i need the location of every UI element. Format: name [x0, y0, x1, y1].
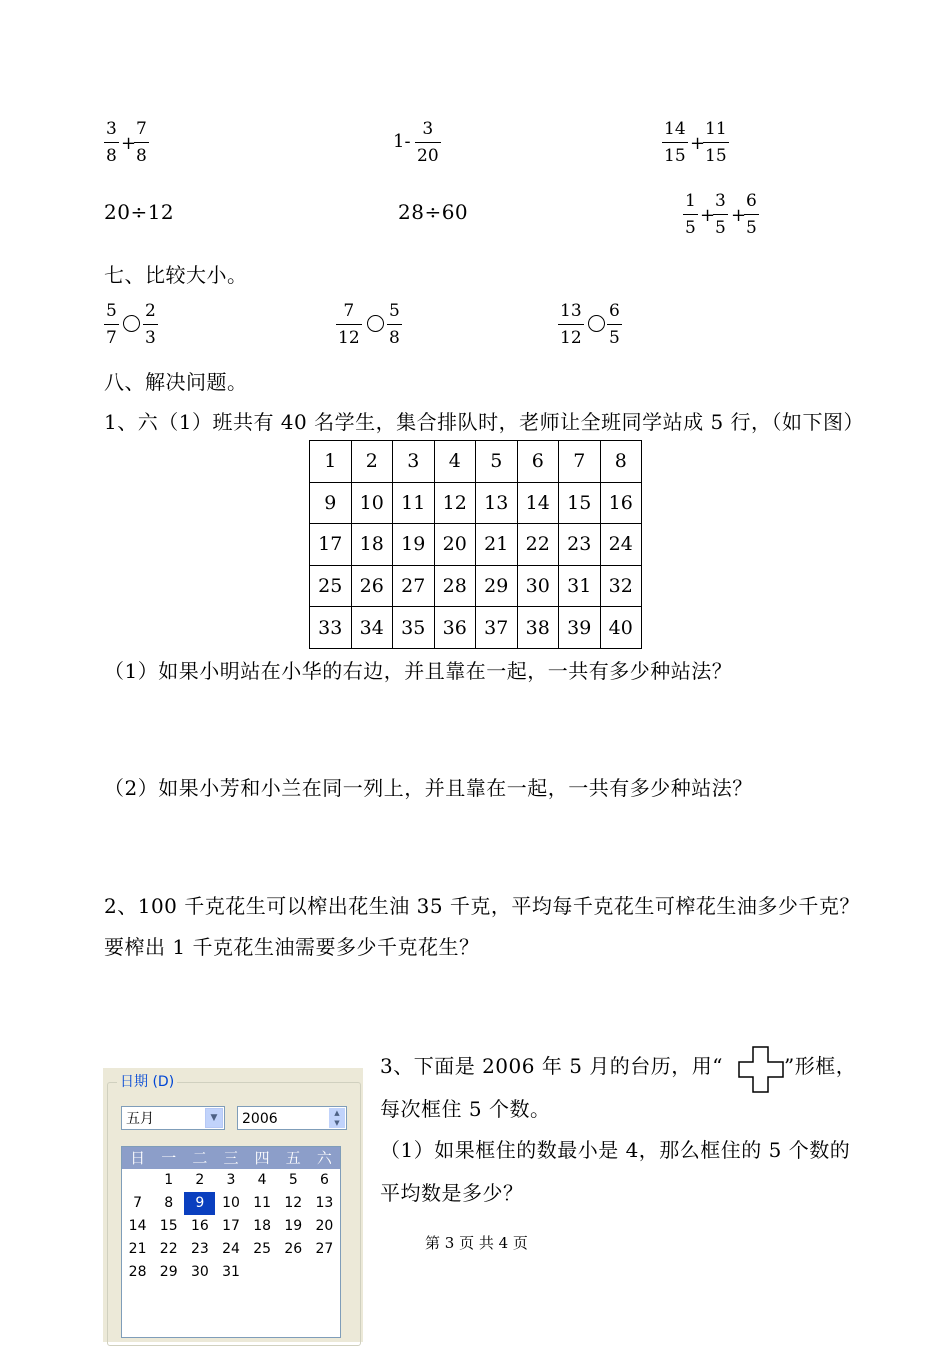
exercise-5: 28÷60 — [398, 200, 469, 224]
numerator: 6 — [609, 301, 620, 321]
fraction — [703, 120, 729, 166]
calendar-day[interactable]: 20 — [315, 1218, 334, 1234]
weekday-header — [122, 1147, 340, 1169]
question-2-line-1: 2、100 千克花生可以榨出花生油 35 千克，平均每千克花生可榨花生油多少千克？ — [104, 894, 860, 918]
calendar-day[interactable]: 1 — [164, 1172, 174, 1188]
fraction — [744, 192, 759, 238]
calendar-day[interactable]: 23 — [190, 1241, 209, 1257]
numerator: 3 — [106, 119, 117, 139]
question-3-part-1-cont: 平均数是多少？ — [380, 1181, 524, 1205]
denominator: 15 — [705, 146, 727, 166]
question-3-part-1: （1）如果框住的数最小是 4，那么框住的 5 个数的 — [380, 1138, 851, 1162]
question-1: 1、六（1）班共有 40 名学生，集合排队时，老师让全班同学站成 5 行，（如下图） — [104, 410, 865, 434]
grid-cell: 21 — [476, 524, 518, 566]
calendar-day[interactable]: 22 — [159, 1241, 178, 1257]
denominator: 15 — [664, 146, 686, 166]
grid-cell: 26 — [351, 565, 393, 607]
fraction — [143, 302, 158, 348]
operator: + — [700, 205, 716, 226]
grid-cell: 8 — [600, 441, 642, 483]
grid-cell: 1 — [310, 441, 352, 483]
fraction — [134, 120, 149, 166]
grid-cell: 18 — [351, 524, 393, 566]
weekday-label: 日 — [130, 1149, 146, 1167]
numerator: 7 — [343, 301, 355, 321]
spin-up-icon[interactable]: ▲ — [329, 1108, 345, 1118]
grid-cell: 14 — [517, 482, 559, 524]
grid-cell: 12 — [434, 482, 476, 524]
numerator: 7 — [136, 119, 147, 139]
operator: + — [690, 133, 706, 154]
grid-row — [310, 565, 642, 607]
calendar-week — [122, 1192, 340, 1215]
weekday-label: 四 — [254, 1149, 270, 1167]
fraction — [683, 192, 698, 238]
calendar-day[interactable]: 19 — [284, 1218, 303, 1234]
grid-row — [310, 524, 642, 566]
calendar-day[interactable]: 11 — [253, 1195, 272, 1211]
grid-cell: 31 — [559, 565, 601, 607]
fraction — [104, 120, 119, 166]
calendar-week — [122, 1169, 340, 1192]
calendar-day[interactable]: 15 — [159, 1218, 178, 1234]
denominator: 7 — [106, 328, 117, 348]
grid-cell: 32 — [600, 565, 642, 607]
grid-cell: 37 — [476, 607, 518, 649]
denominator: 20 — [417, 146, 439, 166]
numerator: 1 — [685, 191, 696, 211]
calendar-day[interactable]: 10 — [222, 1195, 240, 1211]
fraction — [336, 302, 362, 348]
calendar-day[interactable]: 13 — [315, 1195, 334, 1211]
calendar-day[interactable]: 27 — [315, 1241, 334, 1257]
grid-cell: 3 — [393, 441, 435, 483]
cross-frame-icon — [738, 1046, 784, 1094]
question-2-line-2: 要榨出 1 千克花生油需要多少千克花生？ — [104, 935, 480, 959]
calendar-day[interactable]: 12 — [284, 1195, 303, 1211]
grid-cell: 33 — [310, 607, 352, 649]
month-select[interactable] — [121, 1106, 225, 1130]
calendar-day[interactable]: 16 — [190, 1218, 209, 1234]
fraction — [607, 302, 622, 348]
operator: + — [731, 205, 747, 226]
weekday-label: 六 — [316, 1149, 332, 1167]
grid-cell: 5 — [476, 441, 518, 483]
denominator: 3 — [145, 328, 156, 348]
calendar-day[interactable]: 8 — [164, 1195, 174, 1211]
calendar-day[interactable]: 18 — [253, 1218, 272, 1234]
grid-cell: 29 — [476, 565, 518, 607]
calendar-day[interactable]: 7 — [133, 1195, 143, 1211]
date-picker — [103, 1068, 363, 1342]
calendar-day[interactable]: 31 — [222, 1264, 240, 1280]
denominator: 5 — [609, 328, 620, 348]
grid-cell: 2 — [351, 441, 393, 483]
fraction — [558, 302, 584, 348]
denominator: 8 — [106, 146, 117, 166]
grid-cell: 25 — [310, 565, 352, 607]
question-3-line-2: 每次框住 5 个数。 — [380, 1097, 551, 1121]
fraction — [415, 120, 441, 166]
grid-cell: 11 — [393, 482, 435, 524]
calendar-week — [122, 1215, 340, 1238]
grid-cell: 7 — [559, 441, 601, 483]
date-legend: 日期 (D) — [117, 1071, 177, 1091]
operator: + — [121, 133, 137, 154]
grid-cell: 35 — [393, 607, 435, 649]
grid-row — [310, 607, 642, 649]
year-spinner[interactable] — [237, 1106, 347, 1130]
grid-row — [310, 482, 642, 524]
grid-cell: 17 — [310, 524, 352, 566]
section-8-title: 八、解决问题。 — [104, 370, 248, 394]
numerator: 5 — [389, 301, 400, 321]
calendar-day[interactable]: 25 — [253, 1241, 272, 1257]
month-value: 五月 — [126, 1111, 154, 1127]
question-3-line-1-end: ”形框， — [784, 1054, 857, 1078]
grid-cell: 6 — [517, 441, 559, 483]
grid-cell: 24 — [600, 524, 642, 566]
grid-cell: 9 — [310, 482, 352, 524]
numerator: 5 — [106, 301, 117, 321]
section-7-title: 七、比较大小。 — [104, 263, 248, 287]
fraction — [387, 302, 402, 348]
grid-cell: 20 — [434, 524, 476, 566]
grid-cell: 22 — [517, 524, 559, 566]
numerator: 3 — [715, 191, 726, 211]
grid-cell: 38 — [517, 607, 559, 649]
calendar-day[interactable]: 14 — [128, 1218, 147, 1234]
calendar-day[interactable]: 30 — [190, 1264, 209, 1280]
grid-cell: 40 — [600, 607, 642, 649]
grid-cell: 30 — [517, 565, 559, 607]
grid-cell: 28 — [434, 565, 476, 607]
denominator: 5 — [715, 218, 726, 238]
page-footer: 第 3 页 共 4 页 — [425, 1234, 528, 1252]
grid-cell: 4 — [434, 441, 476, 483]
calendar-day[interactable]: 9 — [184, 1192, 215, 1215]
numerator: 3 — [422, 119, 434, 139]
denominator: 12 — [560, 328, 582, 348]
calendar-day[interactable]: 2 — [195, 1172, 205, 1188]
calendar-week — [122, 1238, 340, 1261]
calendar-day[interactable]: 28 — [128, 1264, 147, 1280]
calendar-day[interactable]: 26 — [284, 1241, 303, 1257]
prefix: 1- — [393, 131, 411, 152]
fraction — [104, 302, 119, 348]
fraction — [662, 120, 688, 166]
weekday-label: 二 — [192, 1149, 208, 1167]
grid-cell: 34 — [351, 607, 393, 649]
denominator: 5 — [746, 218, 757, 238]
grid-cell: 27 — [393, 565, 435, 607]
compare-circle[interactable] — [588, 315, 605, 332]
grid-cell: 15 — [559, 482, 601, 524]
numerator: 2 — [145, 301, 156, 321]
grid-cell: 39 — [559, 607, 601, 649]
numerator: 11 — [705, 119, 727, 139]
fraction — [713, 192, 728, 238]
calendar-day[interactable]: 17 — [222, 1218, 240, 1234]
weekday-label: 五 — [285, 1149, 301, 1167]
weekday-label: 一 — [161, 1149, 177, 1167]
calendar-days — [122, 1169, 340, 1284]
grid-cell: 23 — [559, 524, 601, 566]
grid-row — [310, 441, 642, 483]
denominator: 12 — [338, 328, 360, 348]
calendar-day[interactable]: 21 — [128, 1241, 147, 1257]
compare-circle[interactable] — [123, 315, 140, 332]
grid-cell: 16 — [600, 482, 642, 524]
denominator: 8 — [389, 328, 400, 348]
year-value: 2006 — [242, 1111, 278, 1127]
calendar-day[interactable]: 3 — [226, 1172, 236, 1188]
calendar-week — [122, 1261, 340, 1284]
question-3-line-1: 3、下面是 2006 年 5 月的台历，用“ — [380, 1054, 724, 1078]
calendar-day[interactable]: 4 — [257, 1172, 267, 1188]
spin-buttons[interactable] — [329, 1108, 345, 1128]
question-1-part-2: （2）如果小芳和小兰在同一列上，并且靠在一起，一共有多少种站法？ — [104, 776, 753, 800]
numerator: 6 — [746, 191, 757, 211]
question-1-part-1: （1）如果小明站在小华的右边，并且靠在一起，一共有多少种站法？ — [104, 659, 733, 683]
grid-cell: 19 — [393, 524, 435, 566]
grid-cell: 10 — [351, 482, 393, 524]
numerator: 14 — [664, 119, 686, 139]
compare-circle[interactable] — [367, 315, 384, 332]
calendar-day[interactable]: 24 — [222, 1241, 240, 1257]
chevron-down-icon[interactable]: ▼ — [205, 1108, 223, 1128]
calendar-grid — [121, 1146, 341, 1338]
denominator: 5 — [685, 218, 696, 238]
grid-cell: 36 — [434, 607, 476, 649]
calendar-day[interactable]: 5 — [288, 1172, 298, 1188]
seating-grid — [309, 440, 642, 649]
denominator: 8 — [136, 146, 147, 166]
weekday-label: 三 — [223, 1149, 239, 1167]
calendar-day[interactable]: 29 — [159, 1264, 178, 1280]
exercise-4: 20÷12 — [104, 200, 175, 224]
calendar-day[interactable]: 6 — [319, 1172, 329, 1188]
spin-down-icon[interactable]: ▼ — [329, 1118, 345, 1128]
grid-cell: 13 — [476, 482, 518, 524]
numerator: 13 — [560, 301, 582, 321]
